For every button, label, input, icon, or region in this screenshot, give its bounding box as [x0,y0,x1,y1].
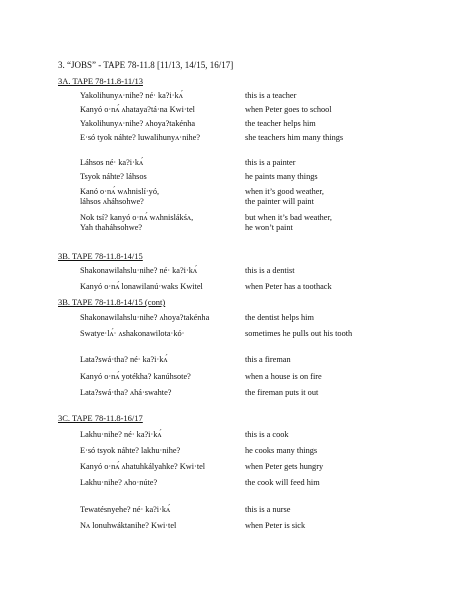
section-heading-3b: 3B. TAPE 78-11.8-14/15 [58,251,143,261]
document-title: 3. “JOBS” - TAPE 78-11.8 [11/13, 14/15, 16/17] [58,60,234,70]
english-text: he paints many things [245,172,318,181]
mohawk-text: E·só tsyok náhte? lakhu·nihe? [80,446,181,455]
mohawk-text: Yakolihunyʌ·nihe? ʌhoya?takénha [80,119,196,128]
mohawk-text: Shakonawilahslu·nihe? né· ka?i·kʌ́ [80,266,198,275]
section-heading-3a: 3A. TAPE 78-11.8-11/13 [58,76,143,86]
section-heading-3c: 3C. TAPE 78-11.8-16/17 [58,413,143,423]
english-text: he won’t paint [245,223,293,232]
english-text: sometimes he pulls out his tooth [245,329,353,338]
english-text: when Peter is sick [245,521,306,530]
english-text: the fireman puts it out [245,388,319,397]
mohawk-text: Láhsos né· ka?i·kʌ́ [80,158,144,167]
mohawk-text: E·só tyok náhte? luwalihunyʌ·nihe? [80,133,201,142]
mohawk-text: Swatye·lʌ́· ʌshakonawilota·kó· [80,329,185,338]
english-text: the dentist helps him [245,313,314,322]
section-heading-3b-cont: 3B. TAPE 78-11.8-14/15 (cont) [58,297,166,307]
english-text: when Peter has a toothack [245,282,332,291]
mohawk-text: Shakonawilahslu·nihe? ʌhoya?takénha [80,313,210,322]
english-text: when it’s good weather, [245,187,324,196]
english-text: this is a cook [245,430,289,439]
english-text: when a house is on fire [245,372,322,381]
english-text: but when it’s bad weather, [245,213,332,222]
english-text: this is a nurse [245,505,291,514]
mohawk-text: Nʌ lonuhwáktanihe? Kwi·tel [80,521,177,530]
mohawk-text: Kanyó o·nʌ́ yotékha? kanúhsote? [80,372,191,381]
english-text: he cooks many things [245,446,318,455]
mohawk-text: láhsos ʌháhsohwe? [80,197,144,206]
mohawk-text: Kanyó o·nʌ́ ʌhataya?tá·na Kwi·tel [80,105,195,114]
mohawk-text: Lakhu·nihe? ʌho·núte? [80,478,158,487]
mohawk-text: Lata?swá·tha? né· ka?i·kʌ́ [80,355,168,364]
english-text: the cook will feed him [245,478,320,487]
mohawk-text: Lakhu·nihe? né· ka?i·kʌ́ [80,430,162,439]
mohawk-text: Nok tsí? kanyó o·nʌ́ wʌhnislákśʌ, [80,213,194,222]
english-text: the painter will paint [245,197,314,206]
mohawk-text: Kanó o·nʌ́ wʌhnislí·yó, [80,187,160,196]
mohawk-text: Tsyok náhte? láhsos [80,172,147,181]
mohawk-text: Tewatésnyehe? né· ka?i·kʌ́ [80,505,171,514]
mohawk-text: Yakolihunyʌ·nihe? né· ka?i·kʌ́ [80,91,183,100]
mohawk-text: Kanyó o·nʌ́ lonawilanú·waks Kwitel [80,282,203,291]
mohawk-text: Kanyó o·nʌ́ ʌhatuhkályahke? Kwi·tel [80,462,206,471]
english-text: this is a dentist [245,266,295,275]
english-text: this a fireman [245,355,291,364]
english-text: this is a painter [245,158,296,167]
english-text: when Peter goes to school [245,105,332,114]
english-text: this is a teacher [245,91,297,100]
mohawk-text: Lata?swá·tha? ʌhá·swahte? [80,388,172,397]
english-text: when Peter gets hungry [245,462,324,471]
english-text: she teachers him many things [245,133,344,142]
english-text: the teacher helps him [245,119,316,128]
mohawk-text: Yah thaháhsohwe? [80,223,143,232]
